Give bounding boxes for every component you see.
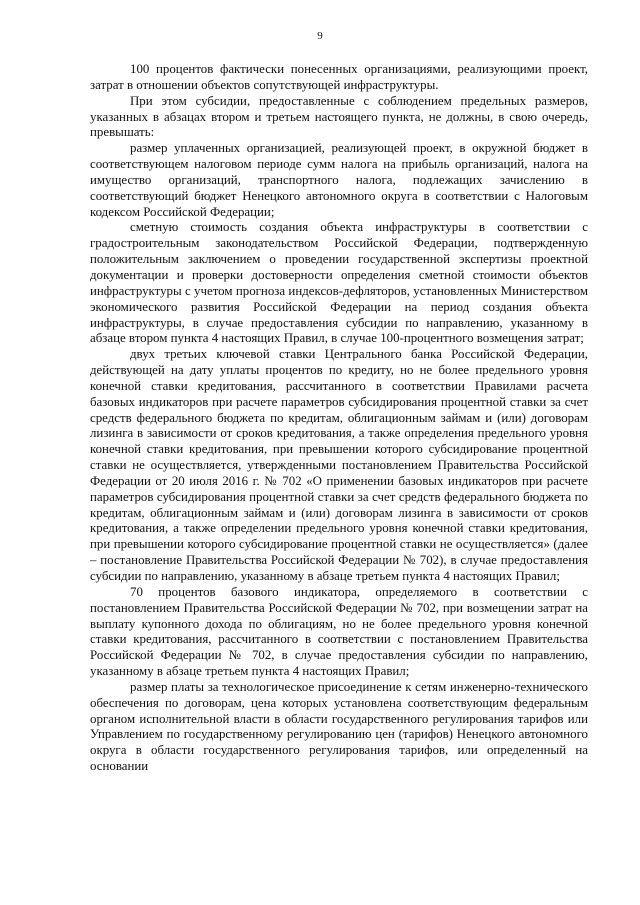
paragraph: 100 процентов фактически понесенных организациями, реализующими проект, затрат в отношении объектов сопутствующей инфраструктуры. [90,62,588,92]
paragraph: двух третьих ключевой ставки Центрального банка Российской Федерации, действующей на дату уплаты процентов по кредиту, но не более предельного уровня конечной ставки кредитования, рассчитанного в соответствии Правилами расчета базовых индикаторов при расчете параметров субсидирования процентной ставки за счет средств федерального бюджета по кредитам, облигационным займам и (или) договорам лизинга в зависимости от сроков кредитования, а также определения предельного уровня конечной ставки кредитования, при превышении которого субсидирование процентной ставки не осуществляется, утвержденными постановлением Правительства Российской Федерации от 20 июля 2016 г. № 702 «О применении базовых индикаторов при расчете параметров субсидирования процентной ставки за счет средств федерального бюджета по кредитам, облигационным займам и (или) договорам лизинга в зависимости от сроков кредитования, а также определении предельного уровня конечной ставки кредитования, при превышении которого субсидирование процентной ставки не осуществляется» (далее – постановление Правительства Российской Федерации № 702), в случае предоставления субсидии по направлению, указанному в абзаце третьем пункта 4 настоящих Правил; [90,347,588,583]
paragraph: При этом субсидии, предоставленные с соблюдением предельных размеров, указанных в абзацах втором и третьем настоящего пункта, не должны, в свою очередь, превышать: [90,93,588,140]
document-body [90,62,588,775]
paragraph: сметную стоимость создания объекта инфраструктуры в соответствии с градостроительным законодательством Российской Федерации, подтвержденную положительным заключением о проведении государственной экспертизы проектной документации и проверки достоверности определения сметной стоимости объектов инфраструктуры с учетом прогноза индексов-дефляторов, установленных Министерством экономического развития Российской Федерации на период создания объекта инфраструктуры, в случае предоставления субсидии по направлению, указанному в абзаце втором пункта 4 настоящих Правил, в случае 100-процентного возмещения затрат; [90,220,588,346]
paragraph: 70 процентов базового индикатора, определяемого в соответствии с постановлением Правительства Российской Федерации № 702, при возмещении затрат на выплату купонного дохода по облигациям, но не более предельного уровня конечной ставки кредитования, рассчитанного в соответствии с постановлением Правительства Российской Федерации № 702, в случае предоставления субсидии по направлению, указанному в абзаце третьем пункта 4 настоящих Правил; [90,584,588,679]
paragraph: размер уплаченных организацией, реализующей проект, в окружной бюджет в соответствующем налоговом периоде сумм налога на прибыль организаций, налога на имущество организаций, транспортного налога, подлежащих зачислению в соответствующий бюджет Ненецкого автономного округа в соответствии с Налоговым кодексом Российской Федерации; [90,141,588,219]
paragraph: размер платы за технологическое присоединение к сетям инженерно-технического обеспечения по договорам, цена которых установлена соответствующим федеральным органом исполнительной власти в области государственного регулирования тарифов или Управлением по государственному регулированию цен (тарифов) Ненецкого автономного округа в области государственного регулирования тарифов, или определенный на основании [90,679,588,774]
page-number: 9 [317,30,323,42]
